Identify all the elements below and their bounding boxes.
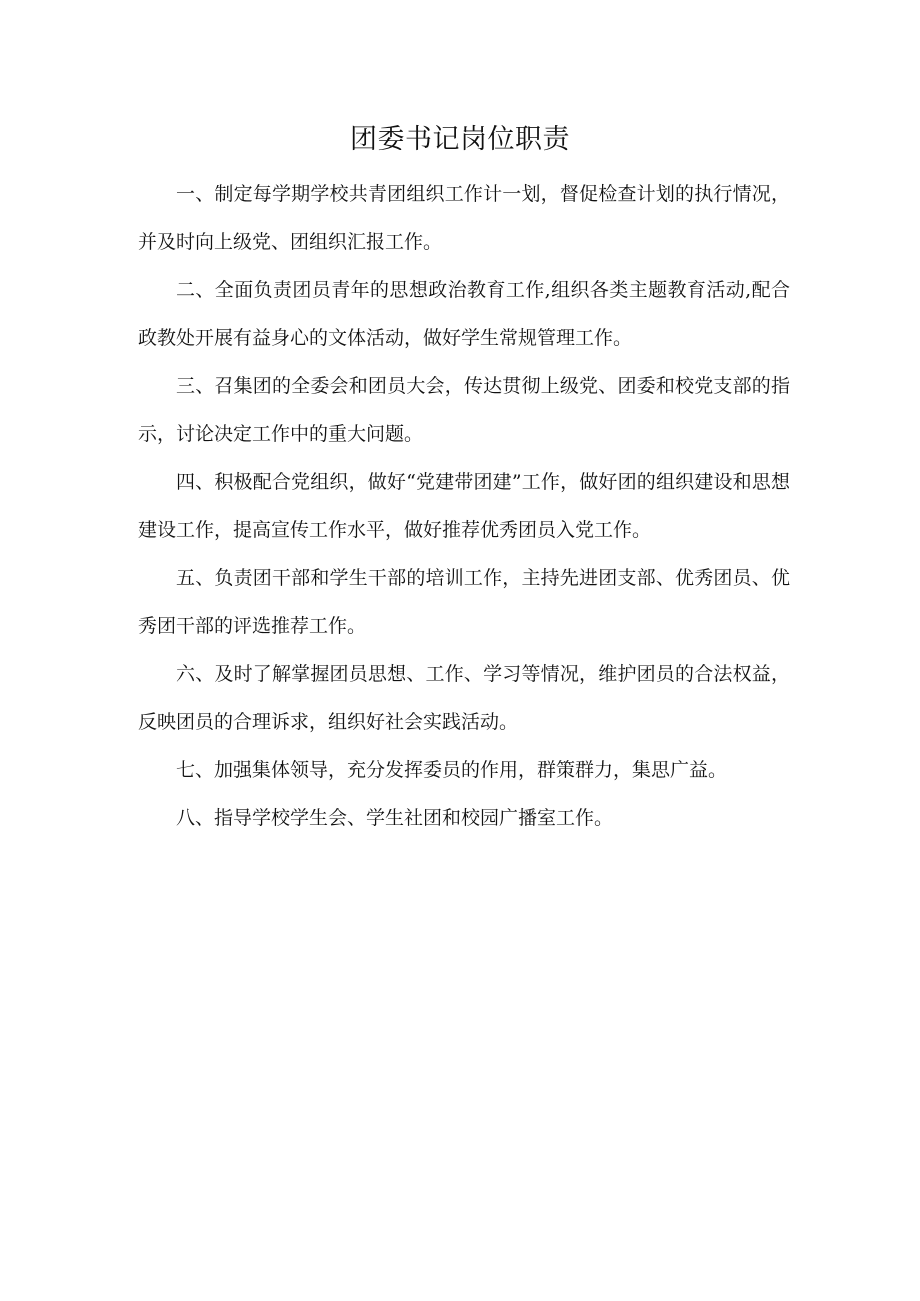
duty-item-3: 三、召集团的全委会和团员大会，传达贯彻上级党、团委和校党支部的指示，讨论决定工作中的重大问题。 (138, 375, 790, 445)
duty-item-8: 八、指导学校学生会、学生社团和校园广播室工作。 (176, 807, 614, 829)
document-body (138, 170, 790, 842)
duty-item-4: 四、积极配合党组织，做好“党建带团建”工作，做好团的组织建设和思想建设工作，提高宣传工作水平，做好推荐优秀团员入党工作。 (138, 471, 790, 541)
duty-item-1: 一、制定每学期学校共青团组织工作计一划，督促检查计划的执行情况，并及时向上级党、团组织汇报工作。 (138, 183, 790, 253)
duty-item-5: 五、负责团干部和学生干部的培训工作，主持先进团支部、优秀团员、优秀团干部的评选推荐工作。 (138, 567, 790, 637)
duty-item-2: 二、全面负责团员青年的思想政治教育工作,组织各类主题教育活动,配合政教处开展有益身心的文体活动，做好学生常规管理工作。 (138, 279, 790, 349)
duty-item-7: 七、加强集体领导，充分发挥委员的作用，群策群力，集思广益。 (176, 759, 728, 781)
document-title: 团委书记岗位职责 (350, 124, 570, 155)
duty-item-6: 六、及时了解掌握团员思想、工作、学习等情况，维护团员的合法权益，反映团员的合理诉求，组织好社会实践活动。 (138, 663, 790, 733)
